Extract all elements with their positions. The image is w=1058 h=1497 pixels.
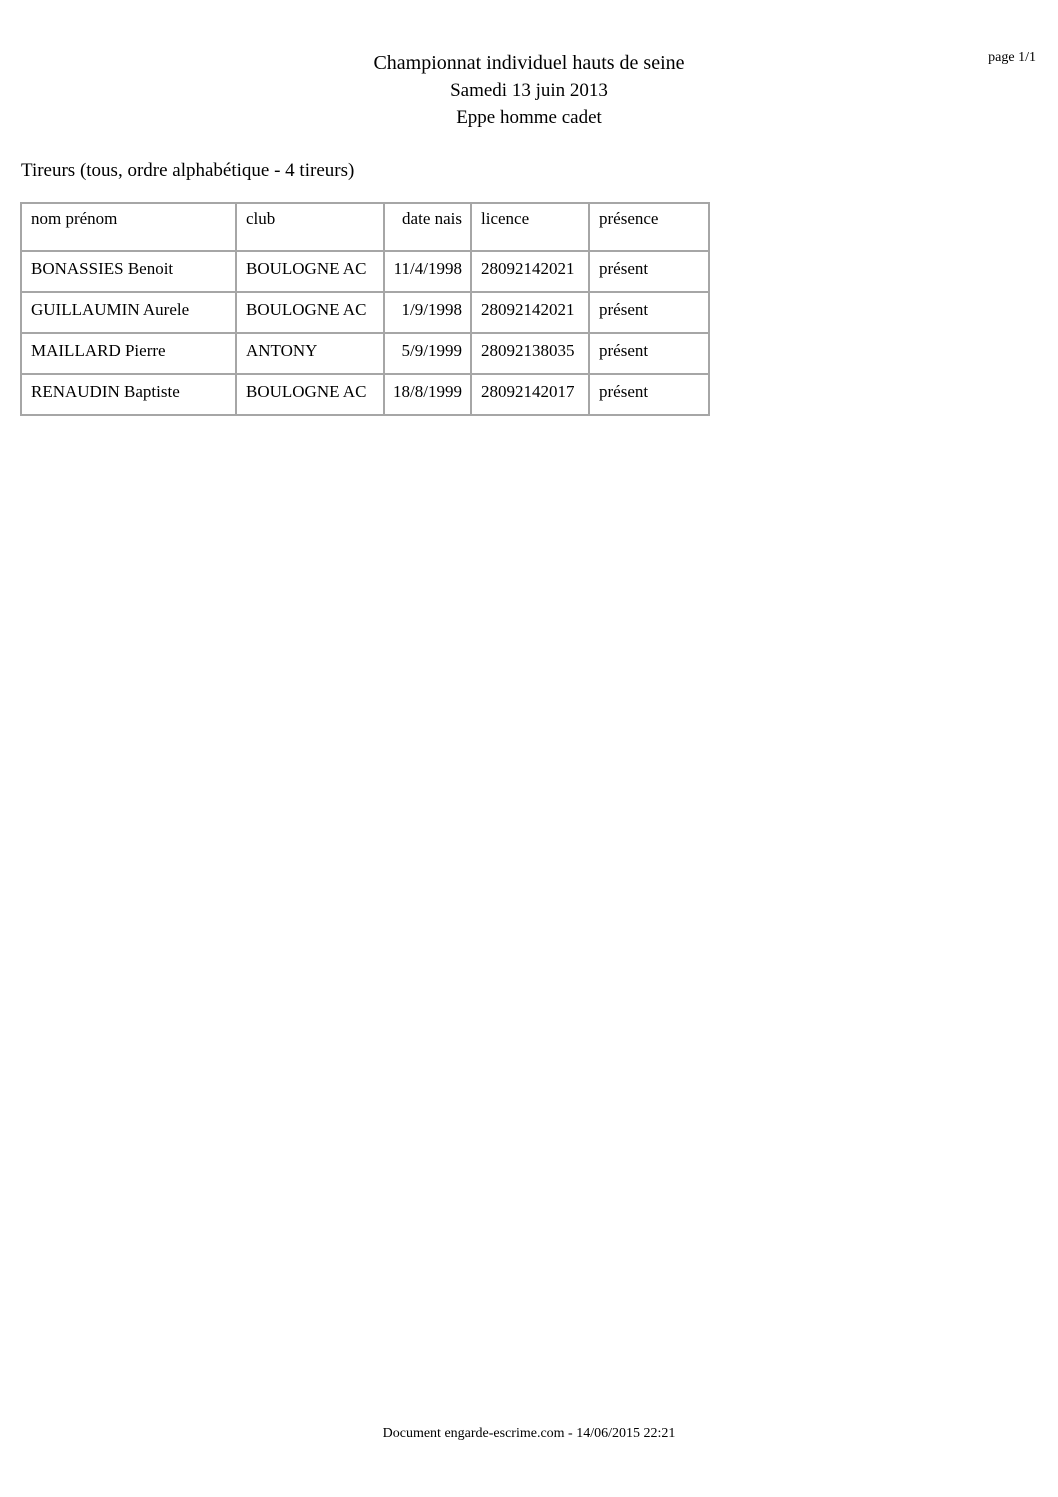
column-header-name: nom prénom — [21, 203, 236, 251]
cell-club: BOULOGNE AC — [236, 292, 384, 333]
cell-presence: présent — [589, 292, 709, 333]
cell-name: MAILLARD Pierre — [21, 333, 236, 374]
cell-name: RENAUDIN Baptiste — [21, 374, 236, 415]
table-row — [21, 251, 709, 292]
page-number: page 1/1 — [988, 50, 1036, 65]
column-header-presence: présence — [589, 203, 709, 251]
column-header-licence: licence — [471, 203, 589, 251]
cell-club: ANTONY — [236, 333, 384, 374]
cell-presence: présent — [589, 374, 709, 415]
document-header — [0, 50, 1058, 131]
cell-presence: présent — [589, 333, 709, 374]
competition-title: Championnat individuel hauts de seine — [373, 52, 685, 74]
cell-presence: présent — [589, 251, 709, 292]
cell-licence: 28092142021 — [471, 251, 589, 292]
cell-birthdate: 18/8/1999 — [384, 374, 471, 415]
column-header-birthdate: date nais — [384, 203, 471, 251]
cell-licence: 28092142017 — [471, 374, 589, 415]
cell-licence: 28092138035 — [471, 333, 589, 374]
competition-date: Samedi 13 juin 2013 — [450, 80, 608, 101]
cell-name: GUILLAUMIN Aurele — [21, 292, 236, 333]
cell-birthdate: 5/9/1999 — [384, 333, 471, 374]
table-row — [21, 374, 709, 415]
table-row — [21, 292, 709, 333]
document-footer: Document engarde-escrime.com - 14/06/2015 22:21 — [382, 1426, 676, 1441]
cell-club: BOULOGNE AC — [236, 374, 384, 415]
cell-name: BONASSIES Benoit — [21, 251, 236, 292]
column-header-club: club — [236, 203, 384, 251]
section-title: Tireurs (tous, ordre alphabétique - 4 tireurs) — [21, 160, 355, 181]
fencers-table — [20, 202, 710, 416]
table-row — [21, 333, 709, 374]
cell-licence: 28092142021 — [471, 292, 589, 333]
cell-birthdate: 11/4/1998 — [384, 251, 471, 292]
cell-birthdate: 1/9/1998 — [384, 292, 471, 333]
cell-club: BOULOGNE AC — [236, 251, 384, 292]
competition-category: Eppe homme cadet — [456, 107, 602, 128]
table-header-row — [21, 203, 709, 251]
